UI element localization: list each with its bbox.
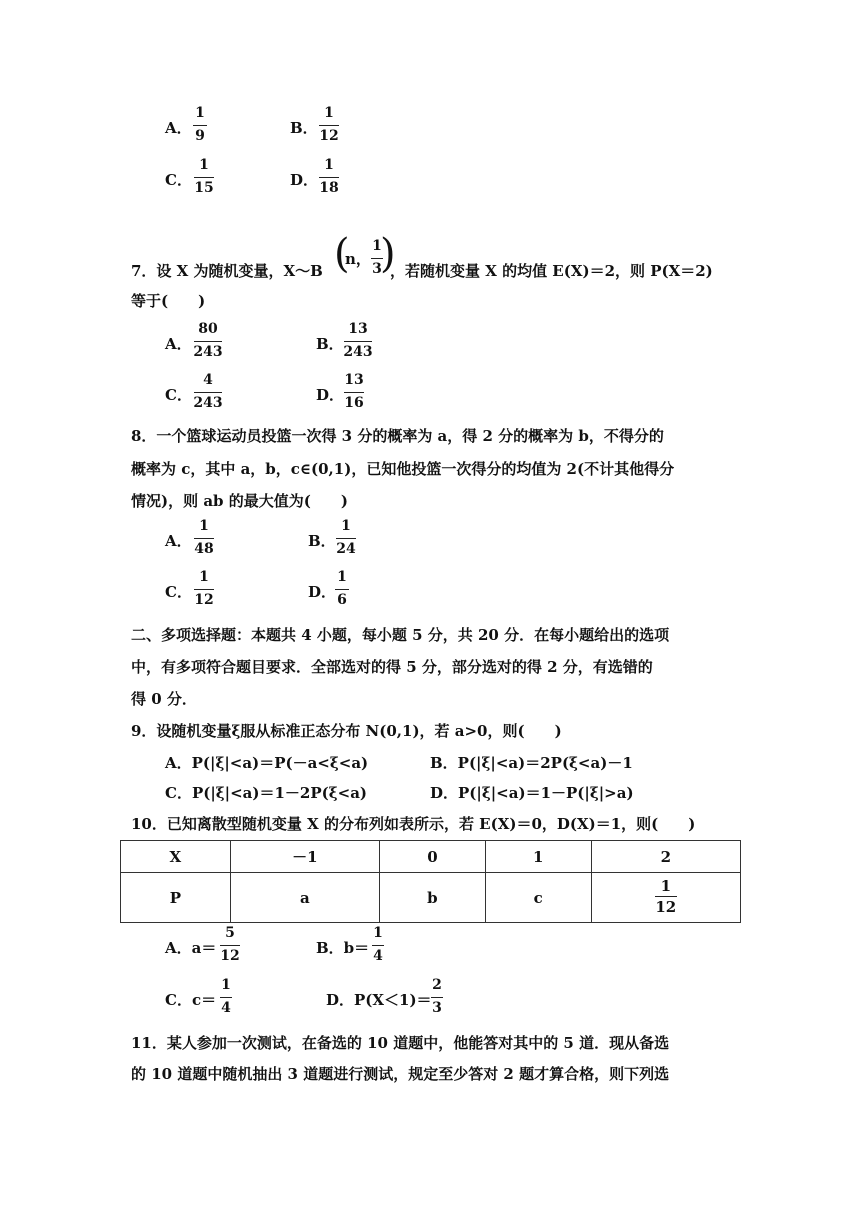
q8-option-a-fraction: 1 48 [194,518,214,557]
q8-stem-line3: 情况)，则 ab 的最大值为( ) [131,492,348,510]
q10-option-d-label: D．P(X＜1)＝ [326,991,432,1009]
q10-option-a-fraction: 5 12 [220,925,240,964]
q7-option-a-fraction: 80 243 [193,321,223,360]
q8-option-b-fraction: 1 24 [336,518,356,557]
section2-line1: 二、多项选择题：本题共 4 小题，每小题 5 分，共 20 分．在每小题给出的选项 [131,626,670,644]
q6-option-c-fraction: 1 15 [194,157,214,196]
q6-option-d-fraction: 1 18 [319,157,339,196]
q10-stem: 10．已知离散型随机变量 X 的分布列如表所示，若 E(X)＝0，D(X)＝1，则( ) [131,815,696,833]
q9-option-a: A．P(|ξ|<a)＝P(－a<ξ<a) [165,754,369,772]
q6-option-a-fraction: 1 9 [180,106,220,143]
table-cell: X [121,841,231,873]
q7-option-b-fraction: 13 243 [343,321,373,360]
q9-stem: 9．设随机变量ξ服从标准正态分布 N(0,1)，若 a>0，则( ) [131,722,562,740]
q8-option-c-fraction: 1 12 [194,569,214,608]
q8-stem-line1: 8．一个篮球运动员投篮一次得 3 分的概率为 a，得 2 分的概率为 b，不得分的 [131,427,664,445]
q7-option-d-fraction: 13 16 [344,372,364,411]
table-cell-fraction [591,873,740,923]
table-row-p [121,873,741,923]
q8-option-a-label: A． [165,532,192,550]
q7-stem-line2: 等于( ) [131,292,206,310]
q7-param-n: n， [345,250,371,268]
table-cell: P [121,873,231,923]
q8-option-d-label: D． [308,583,337,601]
q6-option-c-label: C． [165,171,192,189]
table-cell: 0 [380,841,486,873]
q9-option-c: C．P(|ξ|<a)＝1－2P(ξ<a) [165,784,368,802]
q9-option-b: B．P(|ξ|<a)＝2P(ξ<a)－1 [430,754,633,772]
q10-option-b-fraction: 1 4 [373,925,383,964]
section2-line3: 得 0 分． [131,690,197,708]
q11-stem-line2: 的 10 道题中随机抽出 3 道题进行测试，规定至少答对 2 题才算合格，则下列选 [131,1065,670,1083]
table-cell: 1 [485,841,591,873]
table-cell: a [230,873,379,923]
table-cell: b [380,873,486,923]
distribution-table [120,840,741,923]
q7-option-d-label: D． [316,386,345,404]
q7-right-paren: ) [380,231,396,277]
q7-option-a-label: A． [165,335,192,353]
q10-option-a-label: A．a＝ [165,939,217,957]
table-cell: c [485,873,591,923]
q7-left-paren: ( [334,231,350,277]
q10-option-c-fraction: 1 4 [221,977,231,1016]
q6-option-d-label: D． [290,171,319,189]
q7-stem-prefix: 7．设 X 为随机变量，X～B [131,262,323,280]
q8-option-c-label: C． [165,583,192,601]
table-row-x [121,841,741,873]
q8-option-d-fraction: 1 6 [322,570,362,607]
q6-option-a-label: A． [165,119,192,137]
q7-stem-suffix: ，若随机变量 X 的均值 E(X)＝2，则 P(X＝2) [390,262,713,280]
q11-stem-line1: 11．某人参加一次测试，在备选的 10 道题中，他能答对其中的 5 道．现从备选 [131,1034,670,1052]
q6-option-b-label: B． [290,119,318,137]
q7-param-fraction: 1 3 [372,238,382,277]
section2-line2: 中，有多项符合题目要求．全部选对的得 5 分，部分选对的得 2 分，有选错的 [131,658,653,676]
q10-option-b-label: B．b＝ [316,939,370,957]
fraction-numerator: 1 [660,877,672,895]
q7-option-c-label: C． [165,386,192,404]
q7-option-c-fraction: 4 243 [193,372,223,411]
table-cell: －1 [230,841,379,873]
q6-option-b-fraction: 1 12 [319,105,339,144]
fraction-denominator: 12 [655,898,677,916]
q8-stem-line2: 概率为 c，其中 a，b，c∈(0,1)，已知他投篮一次得分的均值为 2(不计其他得分 [131,460,675,478]
q8-option-b-label: B． [308,532,336,550]
q9-option-d: D．P(|ξ|<a)＝1－P(|ξ|>a) [430,784,634,802]
q10-option-c-label: C．c＝ [165,991,217,1009]
q7-option-b-label: B． [316,335,344,353]
q10-option-d-fraction: 2 3 [432,977,442,1016]
table-cell: 2 [591,841,740,873]
